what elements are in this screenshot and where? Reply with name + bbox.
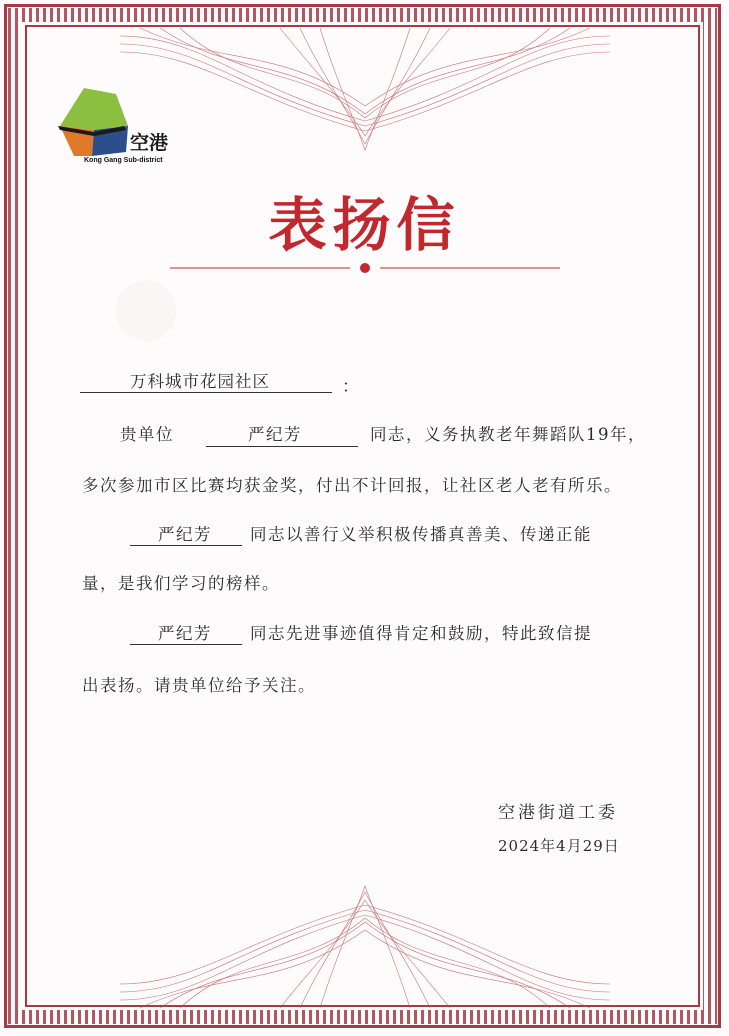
logo-name-cn: 空港 (130, 132, 169, 154)
paragraph2-person-underline (130, 545, 242, 546)
paragraph2-person: 严纪芳 (158, 525, 212, 544)
recipient-colon: ： (342, 377, 359, 397)
guilloche-ornament-bottom (120, 880, 610, 1010)
inner-border (25, 25, 700, 1007)
issuing-organization: 空港街道工委 (498, 803, 618, 823)
guilloche-ornament-top (120, 26, 610, 156)
letter-title: 表扬信 (268, 191, 461, 259)
logo-name-en: Kong Gang Sub-district (84, 157, 163, 164)
paragraph3-person-underline (130, 644, 242, 645)
paragraph1-person: 严纪芳 (248, 425, 302, 444)
paragraph1-prefix: 贵单位 (120, 425, 174, 444)
paragraph1-line1: 同志，义务执教老年舞蹈队19年， (370, 425, 646, 444)
issue-date: 2024年4月29日 (498, 837, 620, 855)
recipient-name: 万科城市花园社区 (130, 372, 270, 391)
recipient-underline (80, 392, 332, 393)
paragraph3-person: 严纪芳 (158, 624, 212, 643)
paragraph3-line1: 同志先进事迹值得肯定和鼓励，特此致信提 (250, 624, 592, 643)
paragraph1-line2: 多次参加市区比赛均获金奖，付出不计回报，让社区老人老有所乐。 (82, 476, 622, 495)
paragraph2-line2: 量，是我们学习的榜样。 (82, 574, 280, 593)
paragraph2-line1: 同志以善行义举积极传播真善美、传递正能 (250, 525, 592, 544)
paragraph1-person-underline (206, 446, 358, 447)
paragraph3-line2: 出表扬。请贵单位给予关注。 (82, 676, 316, 695)
title-divider (170, 262, 560, 274)
